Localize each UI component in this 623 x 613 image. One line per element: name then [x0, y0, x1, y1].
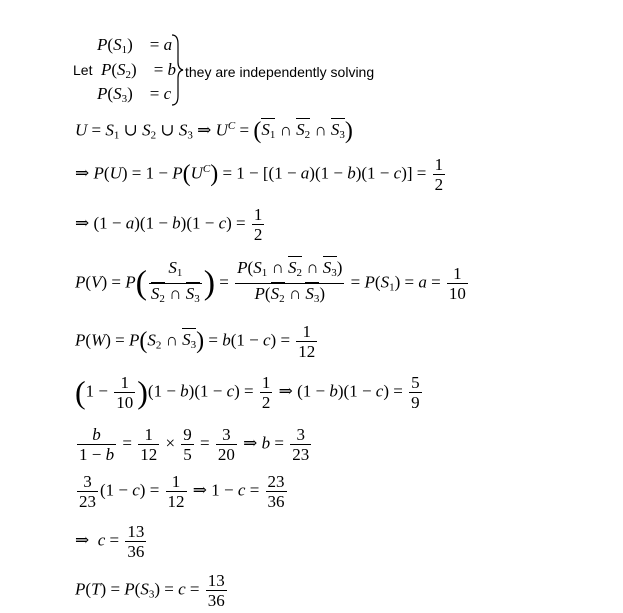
value-c-step: ⇒ c = $\frac{13}{36}$ [75, 522, 145, 561]
union-step: $U = S_1$ ∪ $S_2$ ∪ $S_3$ ⇒ $U^C = (S_1$ ∩ $S_2$ ∩ $S_3$) [75, 118, 353, 144]
definition-line-3: $P(S_3)$ = c [97, 84, 172, 105]
substitution-step: (1 − $\frac{1}{10}$ )(1 − b)(1 − c) = $\frac{1}{2}$ ⇒ (1 − b)(1 − c) = $\frac{5}{9}$ [75, 373, 420, 412]
probability-union-step: ⇒ $P(U) = 1 - P(U^C) = 1 - [(1 - a)(1 - b)(1 - c)]$ = $\frac{1}{2}$ [75, 155, 444, 194]
product-step: ⇒ (1 − a)(1 − b)(1 − c) = $\frac{1}{2}$ [75, 205, 263, 244]
independence-note: they are independently solving [185, 64, 375, 80]
definition-line-1: $P(S_1)$ = a [97, 35, 173, 56]
probability-w-step: $P(W) = P(S_2$ ∩ $S_3) = b(1 - c)$ = $\frac{1}{12}$ [75, 322, 316, 361]
probability-v-step: P(V) = P( $\frac{S_1}{S_2 \cap S_3}$ ) = $\frac{P(S_1 \cap S_2 \cap S_3)}{P(S_2 \cap S_3)}$ = $P(S_1) = a$ = $\frac{1}{10}$ [75, 258, 466, 305]
solve-b-step: $\frac{b}{1 - b}$ = $\frac{1}{12}$ × $\frac{9}{5}$ = $\frac{3}{20}$ ⇒ b = $\frac{3}{23}$ [79, 425, 310, 464]
let-label: Let [73, 62, 93, 78]
solve-c-step: $\frac{3}{23}$ (1 − c) = $\frac{1}{12}$ ⇒ 1 − c = $\frac{23}{36}$ [79, 472, 285, 511]
definition-line-2: Let $P(S_2)$ = b [73, 60, 177, 81]
probability-t-step: $P(T) = P(S_3) = c$ = $\frac{13}{36}$ [75, 571, 225, 610]
right-brace [170, 34, 184, 106]
